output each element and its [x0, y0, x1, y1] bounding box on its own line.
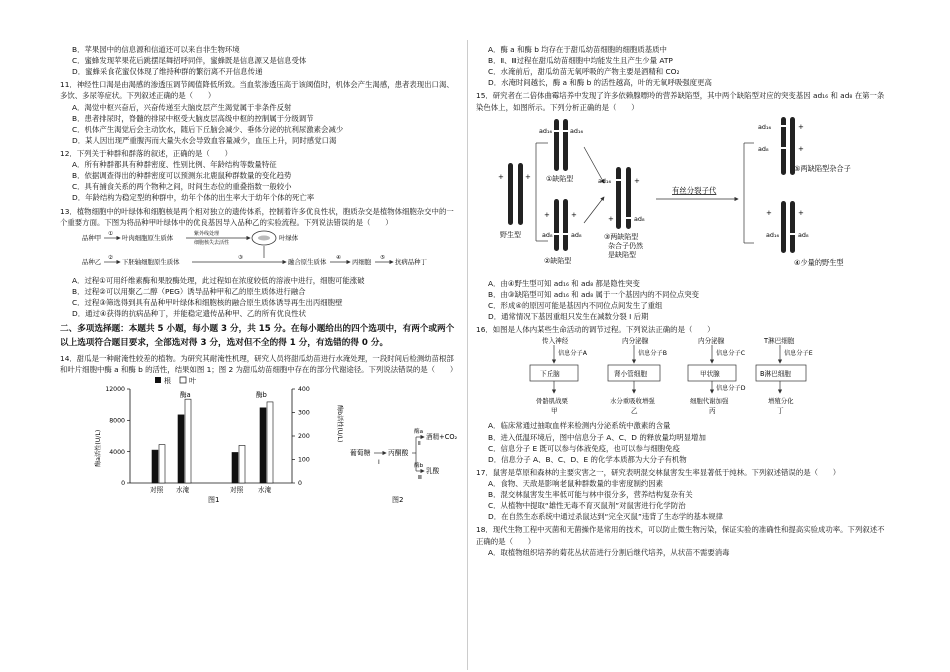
- panel-a: [530, 336, 588, 415]
- source-label: 内分泌腺: [698, 337, 725, 346]
- question-stem: 18．现代生物工程中灭菌和无菌操作是常用的技术，可以防止微生物污染，保证实验的准确性和提高实验成功率。下列叙述不正确的是（ ）: [476, 525, 885, 546]
- bar-enzyme-a-root: [178, 415, 184, 483]
- label-fused-protoplast: 融合原生质体: [288, 257, 327, 266]
- label-heterozygote-5: ⑤两缺陷型杂合子: [794, 163, 851, 173]
- option: C．从植物中提取“雄性无毒不育灭鼠剂”对鼠害进行化学防治: [488, 501, 686, 511]
- panel-label: 丙: [709, 407, 716, 416]
- chromosome: [790, 201, 795, 253]
- label-mutant-2: ②缺陷型: [544, 256, 572, 265]
- label-hypocotyl-protoplast: 下胚轴细胞原生质体: [122, 257, 180, 266]
- question-14: [60, 353, 460, 506]
- option: D．通过④获得的抗病品种丁，并能稳定遗传品种甲、乙的所有优良性状: [72, 309, 307, 319]
- chromosome: [554, 199, 559, 251]
- gene-label-ad8: ad₈: [571, 230, 582, 239]
- option: C．信息分子 E 既可以参与体液免疫，也可以参与细胞免疫: [488, 443, 680, 453]
- option: C．具有捕食关系的两个物种之间，时间生态位的重叠指数一般较小: [72, 182, 292, 192]
- left-column: [60, 44, 460, 508]
- gene-band: [615, 179, 622, 181]
- y-tick-label-right: 300: [298, 409, 310, 417]
- option: D．蜜蜂采食花蜜仅体现了维持种群的繁衍离不开信息传递: [72, 67, 263, 77]
- label-glucose: 葡萄糖: [350, 448, 371, 457]
- gene-band: [553, 130, 560, 132]
- question-stem: 16．如图是人体内某些生命活动的调节过程。下列说法正确的是（ ）: [476, 325, 715, 335]
- option: A．酶 a 和酶 b 均存在于甜瓜幼苗细胞的细胞质基质中: [488, 45, 667, 54]
- q13-flow-diagram: [60, 228, 460, 275]
- label-resistant-variety: 抗病品种丁: [395, 257, 427, 266]
- gene-band: [553, 233, 560, 235]
- label-pyruvate: 丙酮酸: [388, 448, 409, 457]
- label-mesophyll-protoplast: 叶肉细胞原生质体: [122, 233, 174, 242]
- x-tick-label: 对照: [150, 485, 164, 494]
- label-variety-b: 品种乙: [82, 257, 102, 266]
- gene-band: [562, 233, 569, 235]
- chromosome: [518, 163, 523, 225]
- label-cell-c: 丙细胞: [352, 257, 372, 266]
- label-variety-a: 品种甲: [82, 233, 102, 242]
- label-wild-type: 野生型: [500, 230, 521, 239]
- option: D．水淹时间越长，酶 a 和酶 b 的活性越高，叶的无氧呼吸强度更高: [488, 78, 712, 88]
- bar-enzyme-a-leaf: [185, 399, 191, 483]
- gene-band: [562, 130, 569, 132]
- signal-label: 信息分子B: [638, 350, 667, 358]
- target-label: 下丘脑: [540, 370, 560, 379]
- label-enzyme-b: 酶b: [414, 462, 424, 469]
- effect-label: 细胞代谢加强: [690, 397, 729, 406]
- gene-band: [789, 233, 796, 235]
- question-stem: 12．下列关于种群和群落的叙述，正确的是（ ）: [60, 148, 233, 158]
- target-label: B淋巴细胞: [760, 370, 791, 379]
- option: B．苹果园中的信息源和信道还可以来自非生物环境: [72, 45, 240, 54]
- label-wild-type-4: ④少量的野生型: [794, 257, 844, 267]
- plus-sign: +: [634, 176, 640, 185]
- chromosome: [508, 163, 513, 225]
- source-label: T淋巴细胞: [764, 337, 795, 346]
- right-column: [476, 44, 886, 560]
- step-II: Ⅱ: [418, 440, 421, 447]
- bar-enzyme-a-leaf: [159, 444, 165, 482]
- option: D．信息分子 A、B、C、D、E 的化学本质都为大分子有机物: [488, 454, 687, 464]
- label-enzyme-b: 酶b: [256, 390, 267, 399]
- label-alcohol: 酒精+CO₂: [426, 432, 458, 441]
- gene-label-ad16: ad₁₆: [766, 230, 780, 239]
- panel-b: [608, 336, 667, 415]
- option: A．由④野生型可知 ad₁₆ 和 ad₈ 都是隐性突变: [488, 278, 640, 288]
- panel-d: [756, 336, 813, 415]
- chromosome: [554, 119, 559, 171]
- effect-label: 增殖分化: [768, 397, 794, 406]
- target-label: 甲状腺: [700, 370, 720, 379]
- step-number: ⑤: [380, 254, 385, 261]
- plus-sign: +: [608, 214, 614, 223]
- step-number: ①: [108, 230, 113, 237]
- y-tick-label-left: 12000: [105, 386, 125, 394]
- option: C．蜜蜂发现苹果花后跳摆尾舞招呼同伴，蜜蜂既是信息源又是信息受体: [72, 56, 307, 66]
- gene-band: [780, 125, 787, 127]
- option: A．过程①可用纤维素酶和果胶酶处理，此过程如在浓度较低的溶液中进行，细胞可能涨破: [72, 275, 365, 285]
- option: C．过程③筛选得到具有品种甲叶绿体和细胞核的融合原生质体诱导再生出丙细胞壁: [72, 298, 343, 308]
- signal-label: 信息分子C: [716, 350, 746, 358]
- question-15: [476, 90, 886, 322]
- option: A．渴觉中枢兴奋后，兴奋传递至大脑皮层产生渴觉属于非条件反射: [72, 102, 292, 112]
- label-uv-treatment: 紫外线处理: [194, 230, 220, 237]
- bar-enzyme-a-root: [152, 450, 158, 483]
- q16-regulation-diagram: [476, 335, 886, 420]
- question-18: [476, 524, 886, 557]
- q15-chromosome-diagram: [476, 113, 886, 278]
- plus-sign: +: [498, 172, 504, 181]
- gene-label-ad8: ad₈: [634, 214, 645, 223]
- option: D．某人因出现严重腹泻而大量失水会导致血容量减少，血压上升，同时感觉口渴: [72, 135, 337, 145]
- option: B．Ⅱ、Ⅲ过程在甜瓜幼苗细胞中均能发生且产生少量 ATP: [488, 56, 673, 66]
- option: A．食物、天敌是影响老鼠种群数量的非密度制约因素: [488, 478, 664, 488]
- x-tick-label: 水淹: [176, 485, 190, 494]
- y-tick-label-left: 8000: [109, 417, 125, 425]
- question-stem: 13．植物细胞中的叶绿体和细胞核是两个相对独立的遗传体系，控制着许多优良性状，胞质杂交是植物体细胞杂交中的一个重要方面。下图为将品种甲叶绿体中的优良基因导入品种乙的实验流程。下列说法错误的是（ ）: [60, 206, 454, 227]
- option: B．依据调查得出的种群密度可以预测东北鹿鼠种群数量的变化趋势: [72, 171, 292, 181]
- panel-c: [688, 336, 746, 415]
- step-number: ②: [108, 254, 113, 261]
- legend-root: 根: [164, 376, 171, 385]
- label-mutant-3-line3: 是缺陷型: [608, 250, 636, 259]
- label-chloroplast: 叶绿体: [279, 233, 299, 242]
- q13-flow-svg: [60, 228, 460, 272]
- option: C．水淹前后，甜瓜幼苗无氧呼吸的产物主要是酒精和 CO₂: [488, 67, 680, 77]
- legend-swatch-leaf: [180, 377, 186, 383]
- y-tick-label-right: 100: [298, 456, 310, 464]
- gene-label-ad16: ad₁₆: [598, 176, 612, 185]
- y-tick-label-left: 0: [121, 480, 125, 488]
- option: A．所有种群都具有种群密度、性别比例、年龄结构等数量特征: [72, 160, 277, 170]
- question-14-options: [476, 44, 886, 88]
- panel-label: 丁: [777, 407, 784, 416]
- y-axis-label-left: 酶a活性(U/L): [95, 429, 102, 467]
- figure-caption-2: 图2: [392, 495, 404, 503]
- question-stem: 14．甜瓜是一种耐淹性较差的植物。为研究其耐淹性机理，研究人员将甜瓜幼苗进行水淹处理，一段时间后检测幼苗根部和叶片细胞中酶 a 和酶 b 的活性，结果如图 1；图 2 为甜瓜幼苗细胞中存在的部分代谢途径。下列说法错误的是（ ）: [60, 353, 458, 374]
- option: C．机体产生渴觉后会主动饮水，随后下丘脑会减少、垂体分泌的抗利尿激素会减少: [72, 124, 344, 134]
- gene-label-ad8: ad₈: [542, 230, 553, 239]
- bar-enzyme-b-root: [260, 408, 266, 483]
- option: D．年龄结构为稳定型的种群中，幼年个体的出生率大于幼年个体的死亡率: [72, 193, 315, 203]
- step-III: Ⅲ: [418, 474, 422, 481]
- y-tick-label-right: 400: [298, 386, 310, 394]
- q14-figure-svg: [60, 375, 460, 503]
- question-13: [60, 206, 460, 320]
- question-stem: 17．鼠害是草原和森林的主要灾害之一，研究表明混交林鼠害发生率显著低于纯林。下列叙述错误的是（ ）: [476, 467, 841, 477]
- gene-band: [780, 147, 787, 149]
- option: B．进入低温环境后，图中信息分子 A、C、D 的释放量均明显增加: [488, 432, 706, 442]
- panel-label: 甲: [551, 407, 558, 416]
- x-tick-label: 水淹: [258, 485, 272, 494]
- chromosome: [563, 199, 568, 251]
- gene-label-ad16: ad₁₆: [758, 122, 772, 131]
- y-tick-label-right: 200: [298, 433, 310, 441]
- question-12: [60, 148, 460, 204]
- gene-label-ad8: ad₈: [758, 144, 769, 153]
- signal-label: 信息分子A: [558, 350, 587, 358]
- q15-svg: [476, 113, 886, 275]
- label-enzyme-a: 酶a: [180, 390, 191, 399]
- chloroplast-inner: [258, 235, 270, 240]
- label-mitosis: 有丝分裂子代: [672, 185, 717, 195]
- plus-sign: +: [525, 172, 531, 181]
- question-11: [60, 79, 460, 146]
- step-number: ④: [336, 254, 341, 261]
- option: D．通常情况下基因重组只发生在减数分裂 I 后期: [488, 312, 649, 322]
- plus-sign: +: [544, 210, 550, 219]
- panel-label: 乙: [631, 407, 638, 416]
- label-enzyme-a: 酶a: [414, 428, 424, 435]
- question-stem: 11．神经性口渴是由渴感的渗透压调节阈值降低所致。当血浆渗透压高于该阈值时，机体会产生渴感，患者表现出口渴、多饮、多尿等症状。下列叙述正确的是（ ）: [60, 80, 454, 101]
- option: B．混交林鼠害发生率低可能与林中很分多，营养结构复杂有关: [488, 490, 693, 500]
- option: B．患者排尿时，脊髓的排尿中枢受大脑皮层高级中枢的控制属于分级调节: [72, 113, 314, 123]
- effect-label: 水分重吸收增强: [610, 397, 655, 406]
- bar-enzyme-b-root: [232, 452, 238, 483]
- gene-label-ad16: ad₁₆: [570, 126, 584, 135]
- question-stem: 15．研究者在二倍体曲霉培养中发现了许多依赖腺嘌呤的营养缺陷型，其中两个缺陷型对应的突变基因 ad₁₆ 和 ad₈ 在第一条染色体上，如图所示。下列分析正确的是（ ）: [476, 91, 885, 112]
- question-16: [476, 324, 886, 465]
- label-mutant-1: ①缺陷型: [546, 174, 574, 183]
- plus-sign: +: [766, 208, 772, 217]
- signal-label: 信息分子D: [716, 385, 746, 393]
- option: D．在自然生态系统中通过杀鼠达到“完全灭鼠”违背了生态学的基本规律: [488, 512, 724, 522]
- step-number: ③: [238, 254, 243, 261]
- plus-sign: +: [798, 144, 804, 153]
- option: C．形成④的原因可能是基因内不同位点间发生了重组: [488, 300, 663, 310]
- plus-sign: +: [798, 208, 804, 217]
- option: B．由③缺陷型可知 ad₁₆ 和 ad₈ 属于一个基因内的不同位点突变: [488, 289, 700, 299]
- q16-svg: [476, 335, 886, 417]
- plus-sign: +: [571, 210, 577, 219]
- target-label: 肾小管细胞: [614, 370, 647, 379]
- question-17: [476, 467, 886, 523]
- signal-label: 信息分子E: [784, 350, 813, 358]
- y-tick-label-right: 0: [298, 480, 302, 488]
- legend-swatch-root: [155, 377, 161, 383]
- bar-enzyme-b-leaf: [239, 445, 245, 483]
- step-I: Ⅰ: [378, 458, 380, 466]
- chromosome: [626, 167, 631, 229]
- legend-leaf: 叶: [189, 376, 196, 385]
- label-lactic-acid: 乳酸: [426, 466, 440, 475]
- q14-figures: [60, 375, 460, 506]
- gene-label-ad8: ad₈: [798, 230, 809, 239]
- gene-label-ad16: ad₁₆: [539, 126, 553, 135]
- effect-label: 骨骼肌战栗: [536, 397, 568, 406]
- gene-band: [625, 217, 632, 219]
- arrow: [584, 197, 604, 223]
- label-mutant-3-line2: 杂合子仍然: [608, 241, 643, 250]
- x-tick-label: 对照: [230, 485, 244, 494]
- question-10-tail: [60, 44, 460, 77]
- option: A．取植物组织培养的菊花丛状苗进行分割后继代培养，从状苗不需要消毒: [488, 547, 730, 557]
- option: A．临床常通过抽取血样来检测内分泌系统中激素的含量: [488, 421, 671, 431]
- y-axis-label-right: 酶b活性(U/L): [336, 404, 343, 443]
- chromosome: [563, 119, 568, 171]
- label-nucleus-inactive: 细胞核失去活性: [194, 239, 230, 246]
- label-mutant-3: ③两缺陷型: [604, 232, 639, 241]
- y-tick-label-left: 4000: [109, 448, 125, 456]
- option: B．过程②可以用聚乙二醇（PEG）诱导品种甲和乙的原生质体进行融合: [72, 286, 306, 296]
- source-label: 内分泌腺: [622, 337, 649, 346]
- source-label: 传入神经: [542, 337, 569, 346]
- chromosome: [616, 167, 621, 229]
- chromosome: [781, 201, 786, 253]
- bar-enzyme-b-leaf: [267, 402, 273, 483]
- column-divider: [467, 40, 468, 670]
- plus-sign: +: [798, 122, 804, 131]
- section-heading: 二、多项选择题：本题共 5 小题，每小题 3 分，共 15 分。在每小题给出的四个选项中，有两个或两个以上选项符合题目要求，全部选对得 3 分，选对但不全的得 1 分，有选错的得 0 分。: [60, 324, 455, 349]
- figure-caption-1: 图1: [208, 495, 220, 503]
